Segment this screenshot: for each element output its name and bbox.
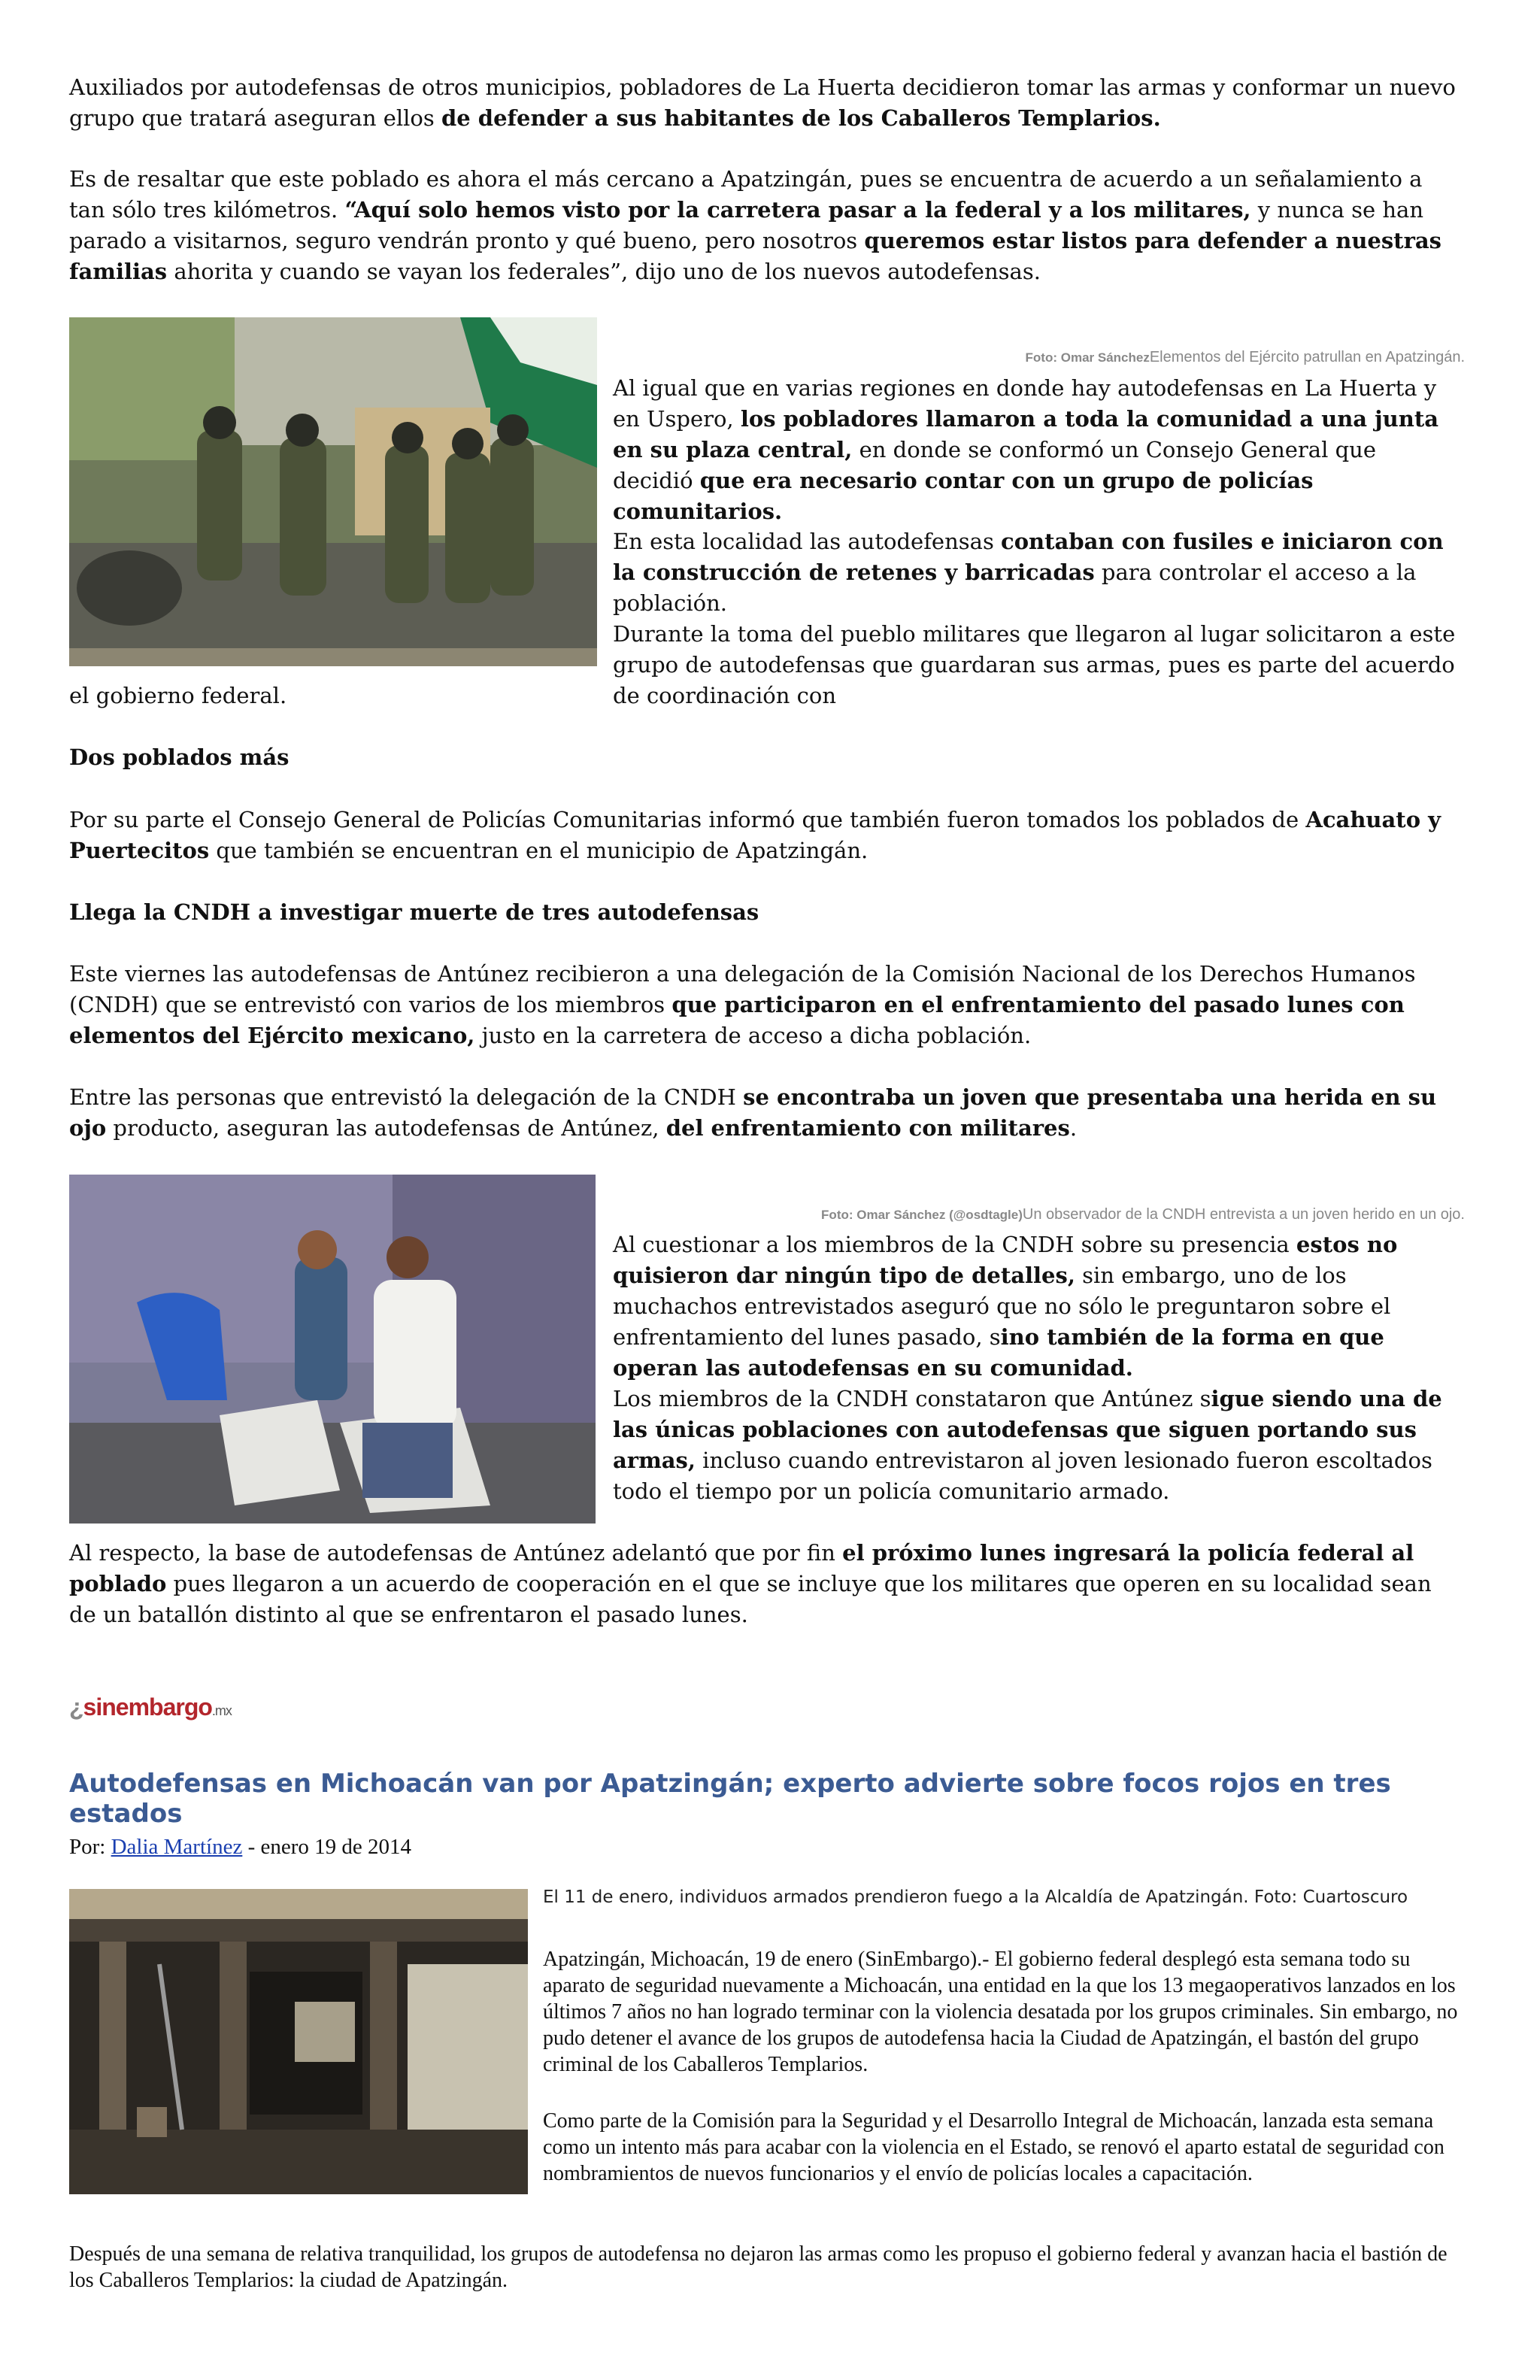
sinembargo-logo[interactable] [69, 1693, 232, 1721]
bold-run: queremos estar listos para defender a nuestras familias [69, 228, 1441, 284]
text-run: Durante la toma del pueblo militares que llegaron al lugar solicitaron a este grupo de autodefensas que guardaran sus armas, pues es parte del acuerdo de coordinación con [613, 621, 1456, 708]
burned-alcaldia-illustration [69, 1889, 528, 2194]
soldiers-photo [69, 317, 597, 666]
text-run: el gobierno federal. [69, 683, 287, 708]
bold-run: ino también de la forma en que operan las autodefensas en su comunidad. [613, 1324, 1384, 1381]
text-run: Por su parte el Consejo General de Policías Comunitarias informó que también fueron tomados los poblados de [69, 807, 1306, 832]
text-run: Auxiliados por autodefensas de otros municipios, pobladores de La Huerta decidieron tomar las armas y conformar un nuevo grupo que tratará aseguran ellos [69, 74, 1456, 131]
intro-paragraph-1 [69, 72, 1460, 134]
bold-run: el próximo lunes ingresará la policía federal al poblado [69, 1540, 1414, 1596]
soldiers-photo-illustration [69, 317, 597, 666]
bold-run: “Aquí solo hemos visto por la carretera pasar a la federal y a los militares, [344, 197, 1251, 223]
cndh-interview-illustration [69, 1175, 596, 1524]
block2-paragraph-1 [613, 1229, 1463, 1384]
logo-hook-icon: ¿ [69, 1693, 83, 1721]
author-link[interactable]: Dalia Martínez [111, 1835, 243, 1859]
section3-paragraph-2 [69, 1082, 1460, 1144]
byline-prefix: Por: [69, 1835, 111, 1859]
photo2-caption-text: Un observador de la CNDH entrevista a un joven herido en un ojo. [1022, 1206, 1465, 1223]
bold-run: que era necesario contar con un grupo de policías comunitarios. [613, 468, 1314, 524]
bold-run: se encontraba un joven que presentaba una herida en su ojo [69, 1084, 1437, 1141]
text-run: incluso cuando entrevistaron al joven lesionado fueron escoltados todo el tiempo por un policía comunitario armado. [613, 1448, 1432, 1504]
bold-run: contaban con fusiles e iniciaron con la construcción de retenes y barricadas [613, 529, 1444, 585]
text-run: En esta localidad las autodefensas [613, 529, 1002, 554]
text-run: Al respecto, la base de autodefensas de Antúnez adelantó que por fin [69, 1540, 843, 1566]
text-run: en donde se conformó un Consejo General que decidió [613, 437, 1376, 493]
photo2-credit: Foto: Omar Sánchez (@osdtagle) [821, 1208, 1023, 1222]
text-run: y nunca se han parado a visitarnos, seguro vendrán pronto y qué bueno, pero nosotros [69, 197, 1424, 253]
logo-main-text: sinembargo [83, 1693, 212, 1721]
bold-run: Acahuato y Puertecitos [69, 807, 1441, 863]
text-run: Los miembros de la CNDH constataron que Antúnez s [613, 1386, 1211, 1411]
article-title[interactable]: Autodefensas en Michoacán van por Apatzingán; experto advierte sobre focos rojos en tres estados [69, 1769, 1391, 1829]
bold-run: estos no quisieron dar ningún tipo de detalles, [613, 1232, 1398, 1288]
photo2-caption [821, 1206, 1465, 1223]
block1-paragraph-1 [613, 373, 1463, 527]
block2-paragraph-2 [613, 1384, 1463, 1507]
intro-paragraph-2 [69, 164, 1460, 287]
text-run: producto, aseguran las autodefensas de Antúnez, [106, 1115, 666, 1141]
bold-run: igue siendo una de las únicas poblaciones con autodefensas que siguen portando sus armas, [613, 1386, 1442, 1473]
bold-run: que participaron en el enfrentamiento del pasado lunes con elementos del Ejército mexicano, [69, 992, 1405, 1048]
sinembargo-paragraph-3: Después de una semana de relativa tranquilidad, los grupos de autodefensa no dejaron las armas como les propuso el gobierno federal y avanzan hacia el bastión de los Caballeros Templarios: la ciudad de Apatzingán. [69, 2242, 1448, 2292]
burned-photo-caption: El 11 de enero, individuos armados prendieron fuego a la Alcaldía de Apatzingán. Foto: Cuartoscuro [543, 1887, 1408, 1907]
byline-date: - enero 19 de 2014 [242, 1835, 412, 1859]
section3-paragraph-1 [69, 959, 1460, 1051]
photo1-caption [1026, 349, 1465, 366]
text-run: Entre las personas que entrevistó la delegación de la CNDH [69, 1084, 744, 1110]
sinembargo-paragraph-2: Como parte de la Comisión para la Seguridad y el Desarrollo Integral de Michoacán, lanzada esta semana como un intento más para acabar con la violencia en el Estado, se renovó el aparto estatal de seguridad con nombramientos de nuevos funcionarios y el envío de policías locales a capacitación. [543, 2109, 1445, 2185]
text-run: Este viernes las autodefensas de Antúnez recibieron a una delegación de la Comisión Nacional de los Derechos Humanos (CNDH) que se entrevistó con varios de los miembros [69, 961, 1416, 1017]
block1-paragraph-3-continued [69, 681, 1460, 711]
text-run: . [1069, 1115, 1078, 1141]
section-heading-cndh: Llega la CNDH a investigar muerte de tres autodefensas [69, 899, 759, 925]
closing-paragraph [69, 1538, 1460, 1630]
photo1-caption-text: Elementos del Ejército patrullan en Apatzingán. [1149, 349, 1465, 365]
section-heading-dos-poblados: Dos poblados más [69, 744, 290, 770]
burned-alcaldia-photo [69, 1889, 528, 2194]
cndh-interview-photo [69, 1175, 596, 1524]
text-run: pues llegaron a un acuerdo de cooperación en el que se incluye que los militares que operen en su localidad sean de un batallón distinto al que se enfrentaron el pasado lunes. [69, 1571, 1432, 1627]
text-run: justo en la carretera de acceso a dicha población. [474, 1023, 1032, 1048]
photo1-credit: Foto: Omar Sánchez [1025, 350, 1150, 365]
block1-paragraph-2 [613, 526, 1463, 619]
text-run: que también se encuentran en el municipio de Apatzingán. [209, 838, 869, 863]
text-run: Es de resaltar que este poblado es ahora el más cercano a Apatzingán, pues se encuentra de acuerdo a un señalamiento a tan sólo tres kilómetros. [69, 166, 1423, 223]
text-run: Al cuestionar a los miembros de la CNDH sobre su presencia [613, 1232, 1296, 1257]
text-run: Al igual que en varias regiones en donde hay autodefensas en La Huerta y en Uspero, [613, 375, 1437, 432]
section2-paragraph-1 [69, 805, 1460, 866]
text-run: ahorita y cuando se vayan los federales”, dijo uno de los nuevos autodefensas. [167, 259, 1041, 284]
logo-suffix-text: .mx [211, 1703, 232, 1718]
bold-run: los pobladores llamaron a toda la comunidad a una junta en su plaza central, [613, 406, 1439, 462]
text-run: sin embargo, uno de los muchachos entrevistados aseguró que no sólo le preguntaron sobre el enfrentamiento del lunes pasado, s [613, 1263, 1391, 1350]
bold-run: de defender a sus habitantes de los Caballeros Templarios. [441, 105, 1161, 131]
sinembargo-paragraph-1: Apatzingán, Michoacán, 19 de enero (SinEmbargo).- El gobierno federal desplegó esta semana todo su aparato de seguridad nuevamente a Michoacán, una entidad en la que los 13 megaoperativos lanzados en los últimos 7 años no han logrado terminar con la violencia desatada por los grupos criminales. Sin embargo, no pudo detener el avance de los grupos de autodefensa hacia la Ciudad de Apatzingán, el bastón del grupo criminal de los Caballeros Templarios. [543, 1948, 1458, 2076]
bold-run: del enfrentamiento con militares [665, 1115, 1070, 1141]
byline [69, 1835, 411, 1860]
text-run: para controlar el acceso a la población. [613, 559, 1417, 616]
